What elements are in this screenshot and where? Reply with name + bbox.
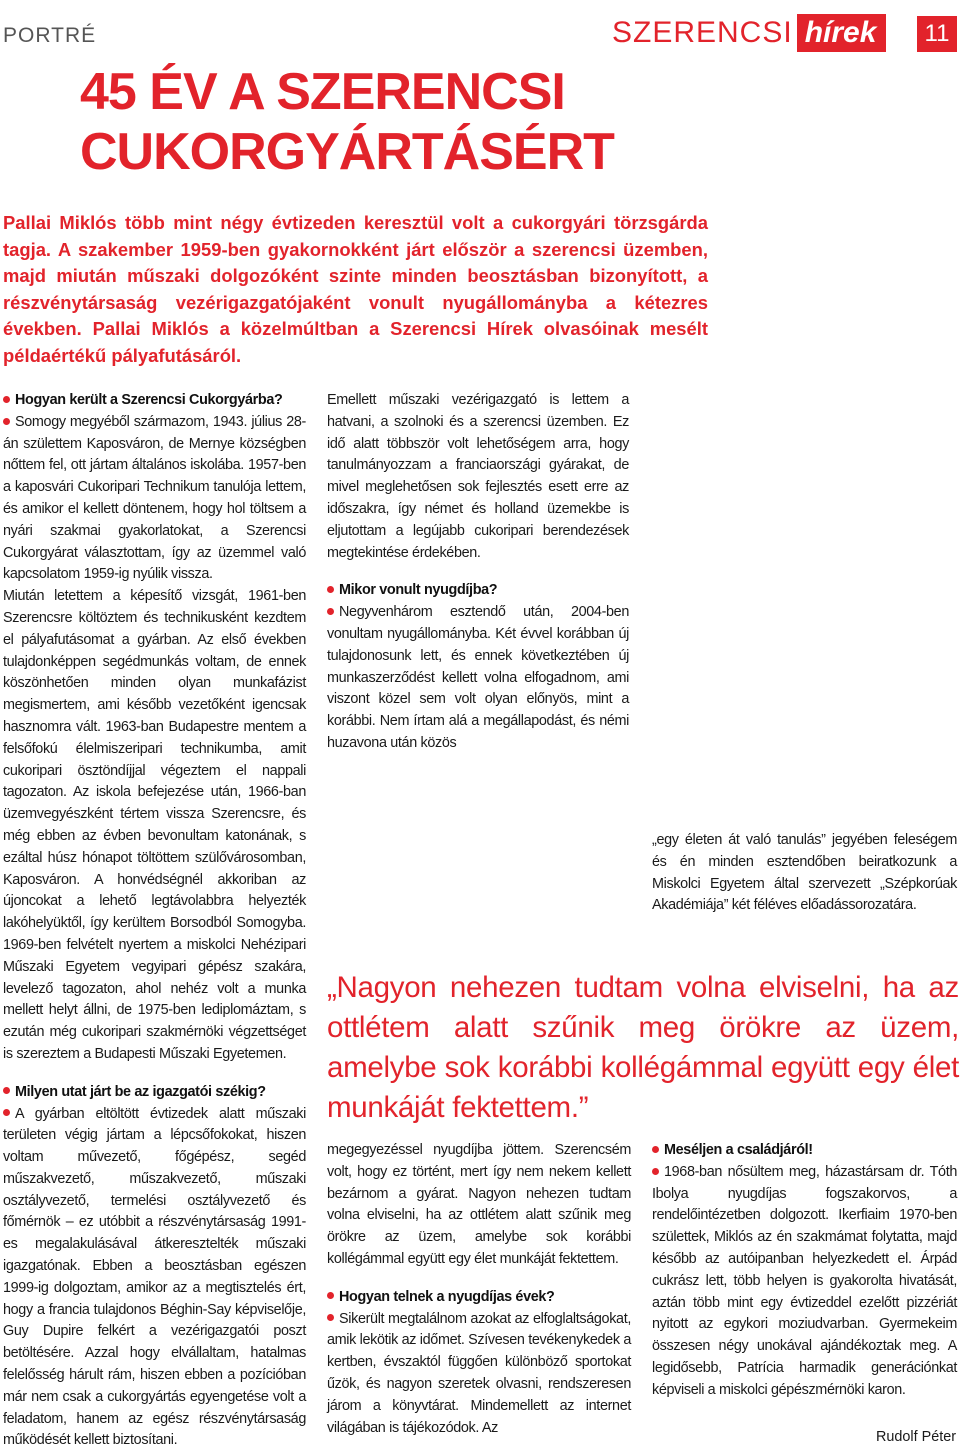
- answer-paragraph: Miután letettem a képesítő vizsgát, 1961-ben Szerencsre költöztem és technikusként kezdtem el pályafutásomat a gyárban. Az első években tulajdonképpen segédmunkás voltam, de ennek köszönhetően minden olyan munkafázist megismertem, ami később vezetőként igencsak hasznomra vált. 1963-ban Budapestre mentem a felsőfokú élelmiszeripari technikumba, amit cukoripari ösztöndíjjal végeztem el nappali tagozaton. Az iskola befejezése után, 1966-ban üzemvegyészként tértem vissza Szerencsre, és még ebben az évben bevonultam katonának, s ezáltal húsz hónapot töltöttem szülővárosomban, Kaposváron. A honvédségnél akkoriban az újoncokat a lehető legtávolabbra helyezték lakóhelyüktől, így kerültem Borsodból Somogyba. 1969-ben felvételt nyertem a miskolci Nehézipari Műszaki Egyetem vegyipari gépész szakára, levelező tagozaton, ahol nehéz volt a munka mellett helyt állni, de 1975-ben lediplomáztam, s ezután még cukoripari szakmérnöki végzettséget is szereztem a Budapesti Műszaki Egyetemen.: [3, 586, 306, 1066]
- bullet-icon: [652, 1168, 659, 1175]
- bullet-icon: [327, 608, 334, 615]
- column-2-lower: [327, 1140, 631, 1439]
- question: Meséljen a családjáról!: [652, 1140, 957, 1162]
- bullet-icon: [327, 586, 334, 593]
- bullet-icon: [3, 418, 10, 425]
- masthead-badge: hírek: [797, 14, 887, 52]
- lead-paragraph: Pallai Miklós több mint négy évtizeden keresztül volt a cukorgyári törzsgárda tagja. A szakember 1959-ben gyakornokként járt először a szerencsi üzemben, majd miután műszaki dolgozóként szinte minden beosztásban bizonyított, a részvénytársaság vezérigazgatójaként vonult nyugállományba a kétezres években. Pallai Miklós a közelmúltban a Szerencsi Hírek olvasóinak mesélt példaértékű pályafutásáról.: [3, 210, 708, 369]
- section-label: PORTRÉ: [3, 24, 96, 48]
- question: Hogyan került a Szerencsi Cukorgyárba?: [3, 390, 306, 412]
- answer-paragraph: 1968-ban nősültem meg, házastársam dr. Tóth Ibolya nyugdíjas fogszakorvos, a rendelőintézetben dolgozott. Ikerfiaim 1970-ben születtek, Miklós az én szakmámat folytatta, majd később az autóipanban helyezkedett el. Árpád cukrász lett, több helyen is gyakorolta hivatását, aztán több mint egy évtizeddel ezelőtt pizzériát nyitott az egykori moziudvarban. Gyermekeim összesen négy unokával ajándékoztak meg. A legidősebb, Patrícia harmadik generációnkat képviseli a miskolci gépészmérnöki karon.: [652, 1162, 957, 1402]
- bullet-icon: [3, 1087, 10, 1094]
- masthead: [612, 14, 886, 52]
- bullet-icon: [3, 1109, 10, 1116]
- answer-paragraph: megegyezéssel nyugdíjba jöttem. Szerencsém volt, hogy ez történt, mert így nem nekem kellett bezárnom a gyárat. Nagyon nehezen tudtam volna elviselni, ha az ottlétem alatt szűnik meg örökre az üzem, amelybe sok korábbi kollégámmal együtt egy élet munkáját fektettem.: [327, 1140, 631, 1271]
- masthead-title: SZERENCSI: [612, 16, 793, 50]
- column-3-lower: [652, 1140, 957, 1402]
- column-2-upper: [327, 390, 629, 755]
- bullet-icon: [327, 1314, 334, 1321]
- column-3-upper: [652, 830, 957, 917]
- answer-paragraph: „egy életen át való tanulás” jegyében feleségem és én minden esztendőben beiratkozunk a Miskolci Egyetem által szervezett „Szépkorúak Akadémiája” két féléves előadássorozatára.: [652, 830, 957, 917]
- byline: Rudolf Péter: [876, 1429, 956, 1445]
- question: Mikor vonult nyugdíjba?: [327, 580, 629, 602]
- question: Milyen utat járt be az igazgatói székig?: [3, 1082, 306, 1104]
- bullet-icon: [327, 1292, 334, 1299]
- question: Hogyan telnek a nyugdíjas évek?: [327, 1287, 631, 1309]
- answer-paragraph: Negyvenhárom esztendő után, 2004-ben vonultam nyugállományba. Két évvel korábban új tulajdonosunk lett, és ennek következtében új munkaszerződést kellett volna elfogadnom, ami viszont közel sem volt olyan előnyös, mint a korábbi. Nem írtam alá a megállapodást, és némi huzavona után közös: [327, 602, 629, 755]
- answer-paragraph: Emellett műszaki vezérigazgató is lettem a hatvani, a szolnoki és a szerencsi üzemben. Ez idő alatt többször volt lehetőségem arra, hogy tanulmányozzam a franciaországi gyárakat, de mivel meglehetősen sok fejlesztés esett erre az időszakra, így német és holland üzemekbe is eljutottam a legújabb cukoripari berendezések megtekintése érdekében.: [327, 390, 629, 564]
- bullet-icon: [3, 396, 10, 403]
- answer-paragraph: A gyárban eltöltött évtizedek alatt műszaki területen végig jártam a lépcsőfokokat, hiszen voltam művezető, főgépész, segéd műszakvezető, műszakvezető, műszaki osztályvezető, termelési osztályvezető és főmérnök – ez utóbbit a részvénytársaság 1991-es megalakulásával átkeresztelték műszaki igazgatónak. Ebben a beosztásban egészen 1999-ig dolgoztam, amikor az a megtisztelés ért, hogy a francia tulajdonos Béghin-Say képviselője, Guy Dupire felkért a vezérigazgatói poszt betöltésére. Azzal hogy elvállaltam, hatalmas felelősség hárult rám, hiszen ebben a pozícióban már nem csak a cukorgyártás egyengetése volt a feladatom, hanem az egész részvénytársaság működését kellett biztosítani.: [3, 1104, 306, 1452]
- headline-line-1: 45 ÉV A SZERENCSI: [80, 62, 700, 122]
- headline: [80, 62, 700, 182]
- column-1: [3, 390, 306, 1452]
- headline-line-2: CUKORGYÁRTÁSÉRT: [80, 122, 700, 182]
- answer-paragraph: Somogy megyéből származom, 1943. július 28-án születtem Kaposváron, de Mernye községben nőttem fel, ott jártam általános iskolába. 1957-ben a kaposvári Cukoripari Technikum tanulója lettem, és amikor el kellett döntenem, hogy hol töltsem a nyári szakmai gyakorlatokat, a Szerencsi Cukorgyárat választottam, így az üzemmel való kapcsolatom 1959-ig nyúlik vissza.: [3, 412, 306, 586]
- pull-quote: „Nagyon nehezen tudtam volna elviselni, ha az ottlétem alatt szűnik meg örökre az üzem, amelybe sok korábbi kollégámmal együtt egy élet munkáját fektettem.”: [327, 968, 959, 1128]
- page-number: 11: [917, 16, 957, 52]
- answer-paragraph: Sikerült megtalálnom azokat az elfoglaltságokat, amik lekötik az időmet. Szívesen tevékenykedek a kertben, évszaktól függően különböző sportokat űzök, és nagyon szeretek olvasni, rendszeresen járom a könyvtárat. Mindemellett az internet világában is tájékozódok. Az: [327, 1309, 631, 1440]
- bullet-icon: [652, 1146, 659, 1153]
